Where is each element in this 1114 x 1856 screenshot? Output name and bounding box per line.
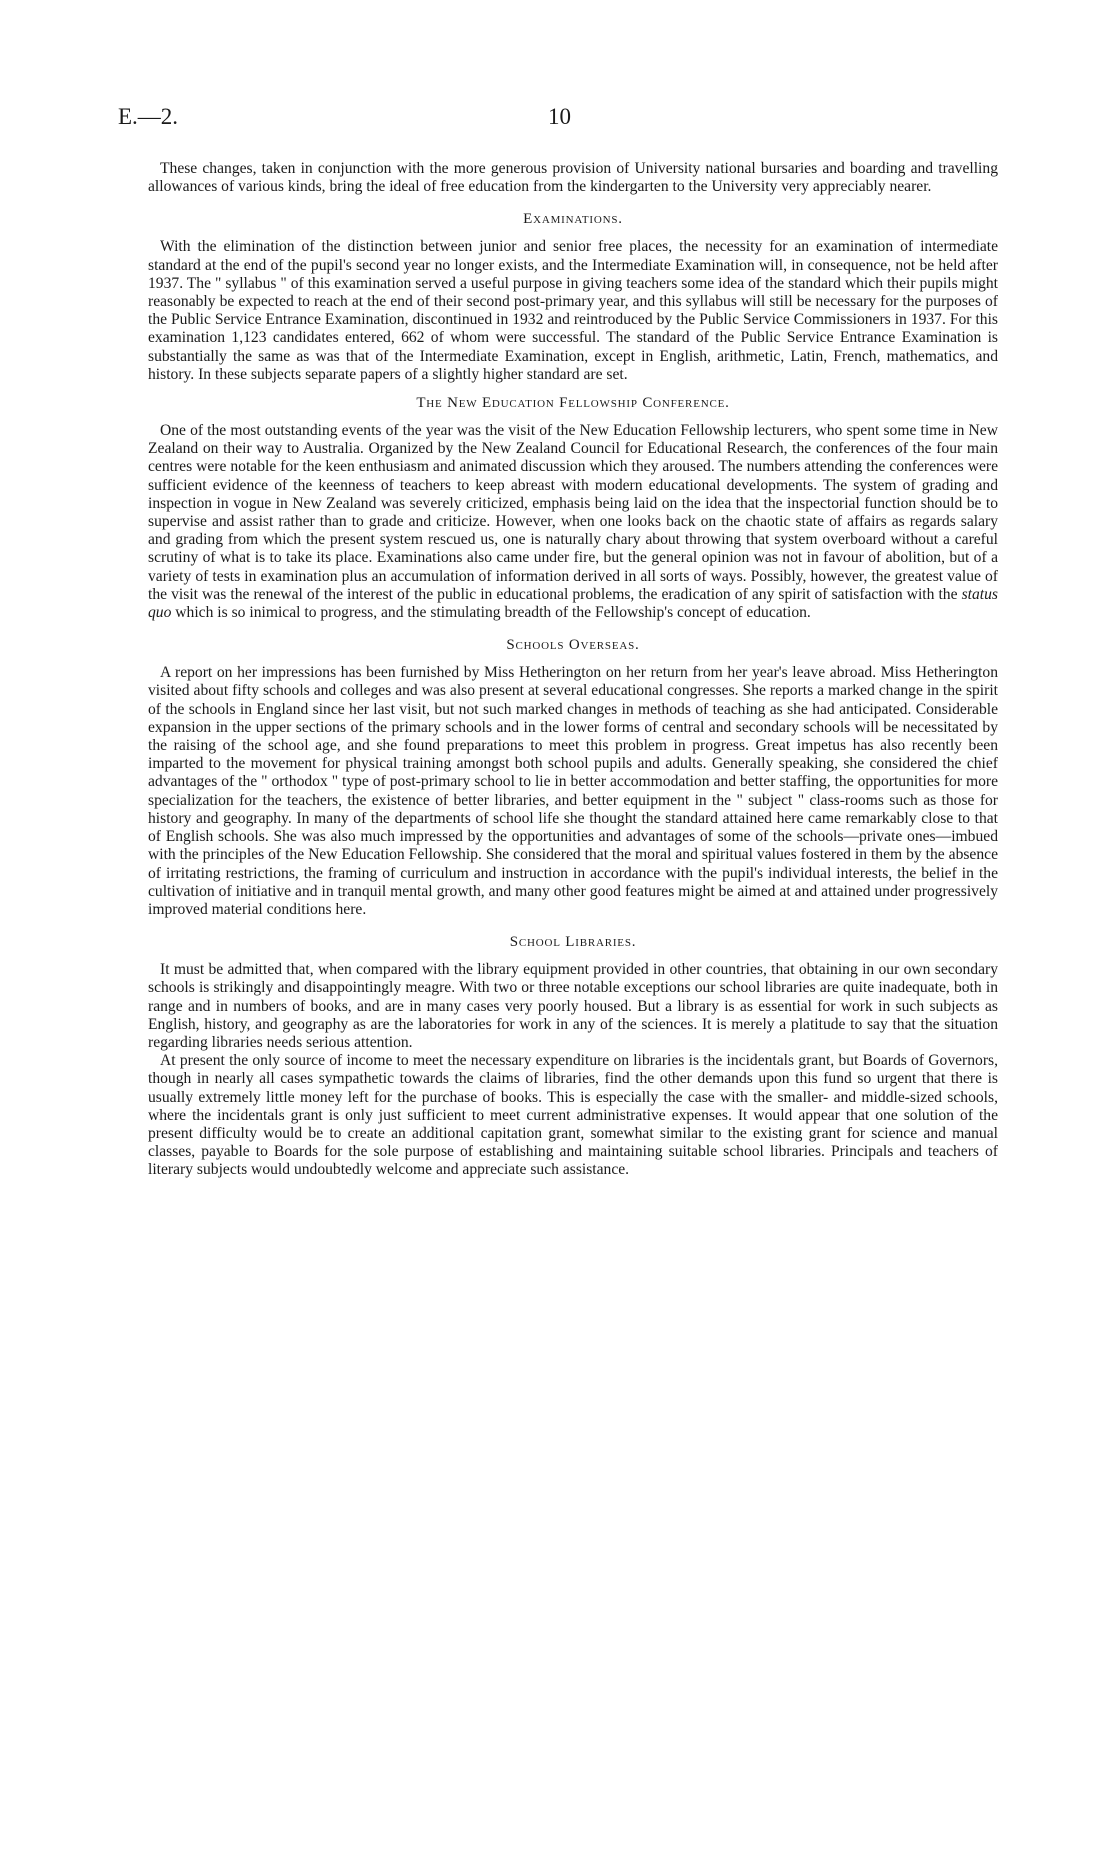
libraries-paragraph-1: It must be admitted that, when compared with the library equipment provided in other countries, that obtaining in our own secondary schools is strikingly and disappointingly meagre. With two or three notable exceptions our school libraries are quite inadequate, both in range and in numbers of books, and are in many cases very poorly housed. But a library is as essential for work in such subjects as English, history, and geography as are the laboratories for work in any of the sciences. It is merely a platitude to say that the situation regarding libraries needs serious attention.: [148, 961, 998, 1051]
report-code: E.—2.: [118, 104, 179, 129]
libraries-paragraph-2: At present the only source of income to meet the necessary expenditure on libraries is the incidentals grant, but Boards of Governors, though in nearly all cases sympathetic towards the claims of libraries, find the other demands upon this fund so urgent that there is usually extremely little money left for the purchase of books. This is especially the case with the smaller- and middle-sized schools, where the incidentals grant is only just sufficient to meet current administrative expenses. It would appear that one solution of the present difficulty would be to create an additional capitation grant, somewhat similar to the existing grant for science and manual classes, payable to Boards for the sole purpose of establishing and maintaining suitable school libraries. Principals and teachers of literary subjects would undoubtedly welcome and appreciate such assistance.: [148, 1052, 998, 1179]
overseas-paragraph: A report on her impressions has been furnished by Miss Hetherington on her return from her year's leave abroad. Miss Hetherington visited about fifty schools and colleges and was also present at several educational congresses. She reports a marked change in the spirit of the schools in England since her last visit, but not such marked changes in methods of teaching as she had anticipated. Considerable expansion in the upper sections of the primary schools and in the lower forms of central and secondary schools will be necessitated by the raising of the school age, and she found preparations to meet this problem in progress. Great impetus has also recently been imparted to the movement for physical training amongst both school pupils and adults. Generally speaking, she considered the chief advantages of the " orthodox " type of post-primary school to lie in better accommodation and better staffing, the opportunities for more specialization for the teachers, the existence of better libraries, and better equipment in the " subject " class-rooms such as those for history and geography. In many of the departments of school life she thought the standard attained here came remarkably close to that of English schools. She was also much impressed by the opportunities and advantages of some of the schools—private ones—imbued with the principles of the New Education Fellowship. She considered that the moral and spiritual values fostered in them by the absence of irritating restrictions, the framing of curriculum and instruction in accordance with the pupil's individual interests, the belief in the cultivation of initiative and in tranquil mental growth, and many other good features might be aimed at and attained under progressively improved material conditions here.: [148, 664, 998, 918]
page-header: [0, 104, 1114, 134]
conference-italic-phrase: status quo: [148, 585, 998, 622]
conference-text-after: which is so inimical to progress, and the stimulating breadth of the Fellowship's concept of education.: [171, 604, 811, 622]
examinations-paragraph: With the elimination of the distinction between junior and senior free places, the necessity for an examination of intermediate standard at the end of the pupil's second year no longer exists, and the Intermediate Examination will, in consequence, not be held after 1937. The " syllabus " of this examination served a useful purpose in giving teachers some idea of the standard which their pupils might reasonably be expected to reach at the end of their second post-primary year, and this syllabus will still be necessary for the purposes of the Public Service Entrance Examination, discontinued in 1932 and reintroduced by the Public Service Commissioners in 1937. For this examination 1,123 candidates entered, 662 of whom were successful. The standard of the Public Service Entrance Examination is substantially the same as was that of the Intermediate Examination, except in English, arithmetic, Latin, French, mathematics, and history. In these subjects separate papers of a slightly higher standard are set.: [148, 238, 998, 383]
section-heading-libraries: School Libraries.: [509, 934, 637, 951]
intro-paragraph: These changes, taken in conjunction with the more generous provision of University national bursaries and boarding and travelling allowances of various kinds, bring the ideal of free education from the kindergarten to the University very appreciably nearer.: [148, 160, 998, 196]
page-number: 10: [548, 104, 571, 129]
section-heading-examinations: Examinations.: [523, 211, 623, 228]
conference-text-before: One of the most outstanding events of the year was the visit of the New Education Fellowship lecturers, who spent some time in New Zealand on their way to Australia. Organized by the New Zealand Council for Educational Research, the conferences of the four main centres were notable for the keen enthusiasm and animated discussion which they aroused. The numbers attending the conferences were sufficient evidence of the keenness of teachers to keep abreast with modern educational developments. The system of grading and inspection in vogue in New Zealand was severely criticized, emphasis being laid on the idea that the inspectorial function should be to supervise and assist rather than to grade and criticize. However, when one looks back on the chaotic state of affairs as regards salary and grading from which the present system rescued us, one is naturally chary about throwing that system overboard without a careful scrutiny of what is to take its place. Examinations also came under fire, but the general opinion was not in favour of abolition, but of a variety of tests in examination plus an accumulation of information derived in all sorts of ways. Possibly, however, the greatest value of the visit was the renewal of the interest of the public in educational problems, the eradication of any spirit of satisfaction with the: [148, 422, 998, 603]
section-heading-conference: The New Education Fellowship Conference.: [416, 395, 730, 412]
conference-paragraph: [148, 422, 998, 622]
section-heading-overseas: Schools Overseas.: [506, 637, 640, 654]
document-body: [148, 160, 998, 1180]
